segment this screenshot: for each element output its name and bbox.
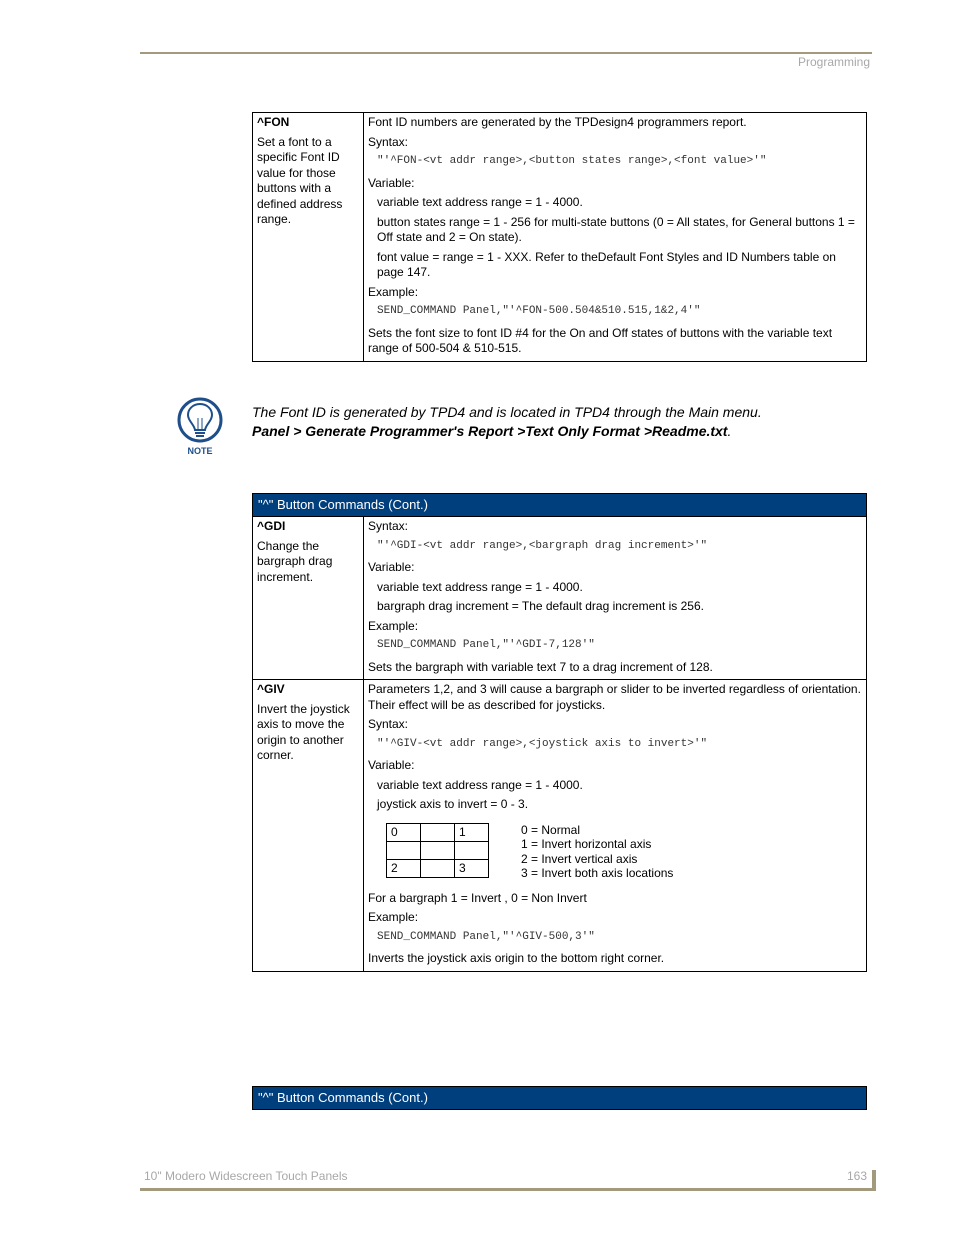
variable-item: bargraph drag increment = The default drag increment is 256.: [377, 599, 704, 613]
intro-text: Parameters 1,2, and 3 will cause a bargraph or slider to be inverted regardless of orientation. Their effect will be as described for joysticks.: [368, 682, 861, 712]
grid-cell: [455, 841, 489, 859]
syntax-label: Syntax:: [368, 717, 409, 731]
command-details: [364, 517, 867, 680]
table-row: [253, 517, 867, 680]
variable-item: joystick axis to invert = 0 - 3.: [377, 797, 529, 811]
grid-cell: 2: [387, 859, 421, 877]
command-details: [364, 113, 867, 362]
note-line: The Font ID is generated by TPD4 and is located in TPD4 through the Main menu.: [252, 404, 762, 420]
intro-text: Font ID numbers are generated by the TPDesign4 programmers report.: [368, 115, 747, 129]
legend-item: 1 = Invert horizontal axis: [521, 837, 652, 851]
syntax-label: Syntax:: [368, 519, 409, 533]
command-name: ^GDI: [257, 519, 286, 533]
table-header: "^" Button Commands (Cont.): [252, 1086, 867, 1110]
bargraph-note: For a bargraph 1 = Invert , 0 = Non Invert: [368, 890, 587, 905]
header-rule: [140, 52, 872, 54]
command-cell: [253, 680, 364, 972]
grid-cell: [421, 859, 455, 877]
footer-title: 10" Modero Widescreen Touch Panels: [144, 1169, 348, 1183]
page-number: 163: [847, 1169, 868, 1183]
variable-item: button states range = 1 - 256 for multi-state buttons (0 = All states, for General buttons 1 = Off state and 2 = On state).: [377, 214, 855, 244]
command-name: ^FON: [257, 115, 290, 129]
command-cell: [253, 113, 364, 362]
legend-item: 0 = Normal: [521, 822, 581, 837]
example-label: Example:: [368, 910, 419, 924]
axis-legend: [521, 823, 673, 881]
command-description: Invert the joystick axis to move the origin to another corner.: [257, 701, 350, 762]
note-period: .: [727, 423, 732, 439]
command-cell: [253, 517, 364, 680]
note-menu-path: Panel > Generate Programmer's Report >Text Only Format >Readme.txt: [252, 423, 728, 439]
section-label: Programming: [797, 55, 870, 69]
variable-item: variable text address range = 1 - 4000.: [377, 777, 583, 792]
result-text: Inverts the joystick axis origin to the bottom right corner.: [368, 951, 665, 965]
command-description: Set a font to a specific Font ID value for those buttons with a defined address range.: [257, 134, 343, 226]
table-header: "^" Button Commands (Cont.): [252, 493, 867, 517]
result-text: Sets the bargraph with variable text 7 to a drag increment of 128.: [368, 659, 713, 674]
button-commands-table-continued: [252, 1086, 867, 1110]
grid-cell: 0: [387, 823, 421, 841]
command-details: [364, 680, 867, 972]
variable-label: Variable:: [368, 175, 415, 190]
axis-grid: [386, 823, 489, 878]
button-commands-table: [252, 493, 867, 972]
commands-body: [252, 516, 867, 972]
example-label: Example:: [368, 618, 419, 633]
syntax-code: "'^GIV-<vt addr range>,<joystick axis to invert>'": [377, 737, 708, 750]
grid-cell: [387, 841, 421, 859]
note-label: NOTE: [187, 446, 213, 456]
legend-item: 3 = Invert both axis locations: [521, 866, 674, 880]
grid-cell: 3: [455, 859, 489, 877]
variable-item: font value = range = 1 - XXX. Refer to theDefault Font Styles and ID Numbers table on page 147.: [377, 249, 836, 279]
syntax-code: "'^GDI-<vt addr range>,<bargraph drag increment>'": [377, 539, 708, 552]
example-code: SEND_COMMAND Panel,"'^GIV-500,3'": [377, 930, 595, 943]
example-code: SEND_COMMAND Panel,"'^GDI-7,128'": [377, 639, 595, 651]
variable-label: Variable:: [368, 560, 415, 574]
variable-item: variable text address range = 1 - 4000.: [377, 579, 583, 594]
grid-cell: 1: [455, 823, 489, 841]
command-description: Change the bargraph drag increment.: [257, 538, 333, 584]
command-name: ^GIV: [257, 682, 285, 696]
result-text: Sets the font size to font ID #4 for the On and Off states of buttons with the variable text range of 500-504 & 510-515.: [368, 325, 833, 355]
table-row: [253, 680, 867, 972]
example-label: Example:: [368, 284, 419, 299]
variable-label: Variable:: [368, 758, 415, 772]
footer-rule: [140, 1188, 876, 1191]
grid-cell: [421, 841, 455, 859]
note-text: [252, 403, 762, 441]
legend-item: 2 = Invert vertical axis: [521, 851, 638, 866]
syntax-code: "'^FON-<vt addr range>,<button states range>,<font value>'": [377, 155, 767, 167]
variable-item: variable text address range = 1 - 4000.: [377, 195, 583, 209]
example-code: SEND_COMMAND Panel,"'^FON-500.504&510.515,1&2,4'": [377, 305, 701, 317]
grid-cell: [421, 823, 455, 841]
table-row: [253, 113, 867, 362]
syntax-label: Syntax:: [368, 134, 409, 149]
fon-command-table: [252, 112, 867, 362]
joystick-axis-diagram: [386, 823, 862, 881]
